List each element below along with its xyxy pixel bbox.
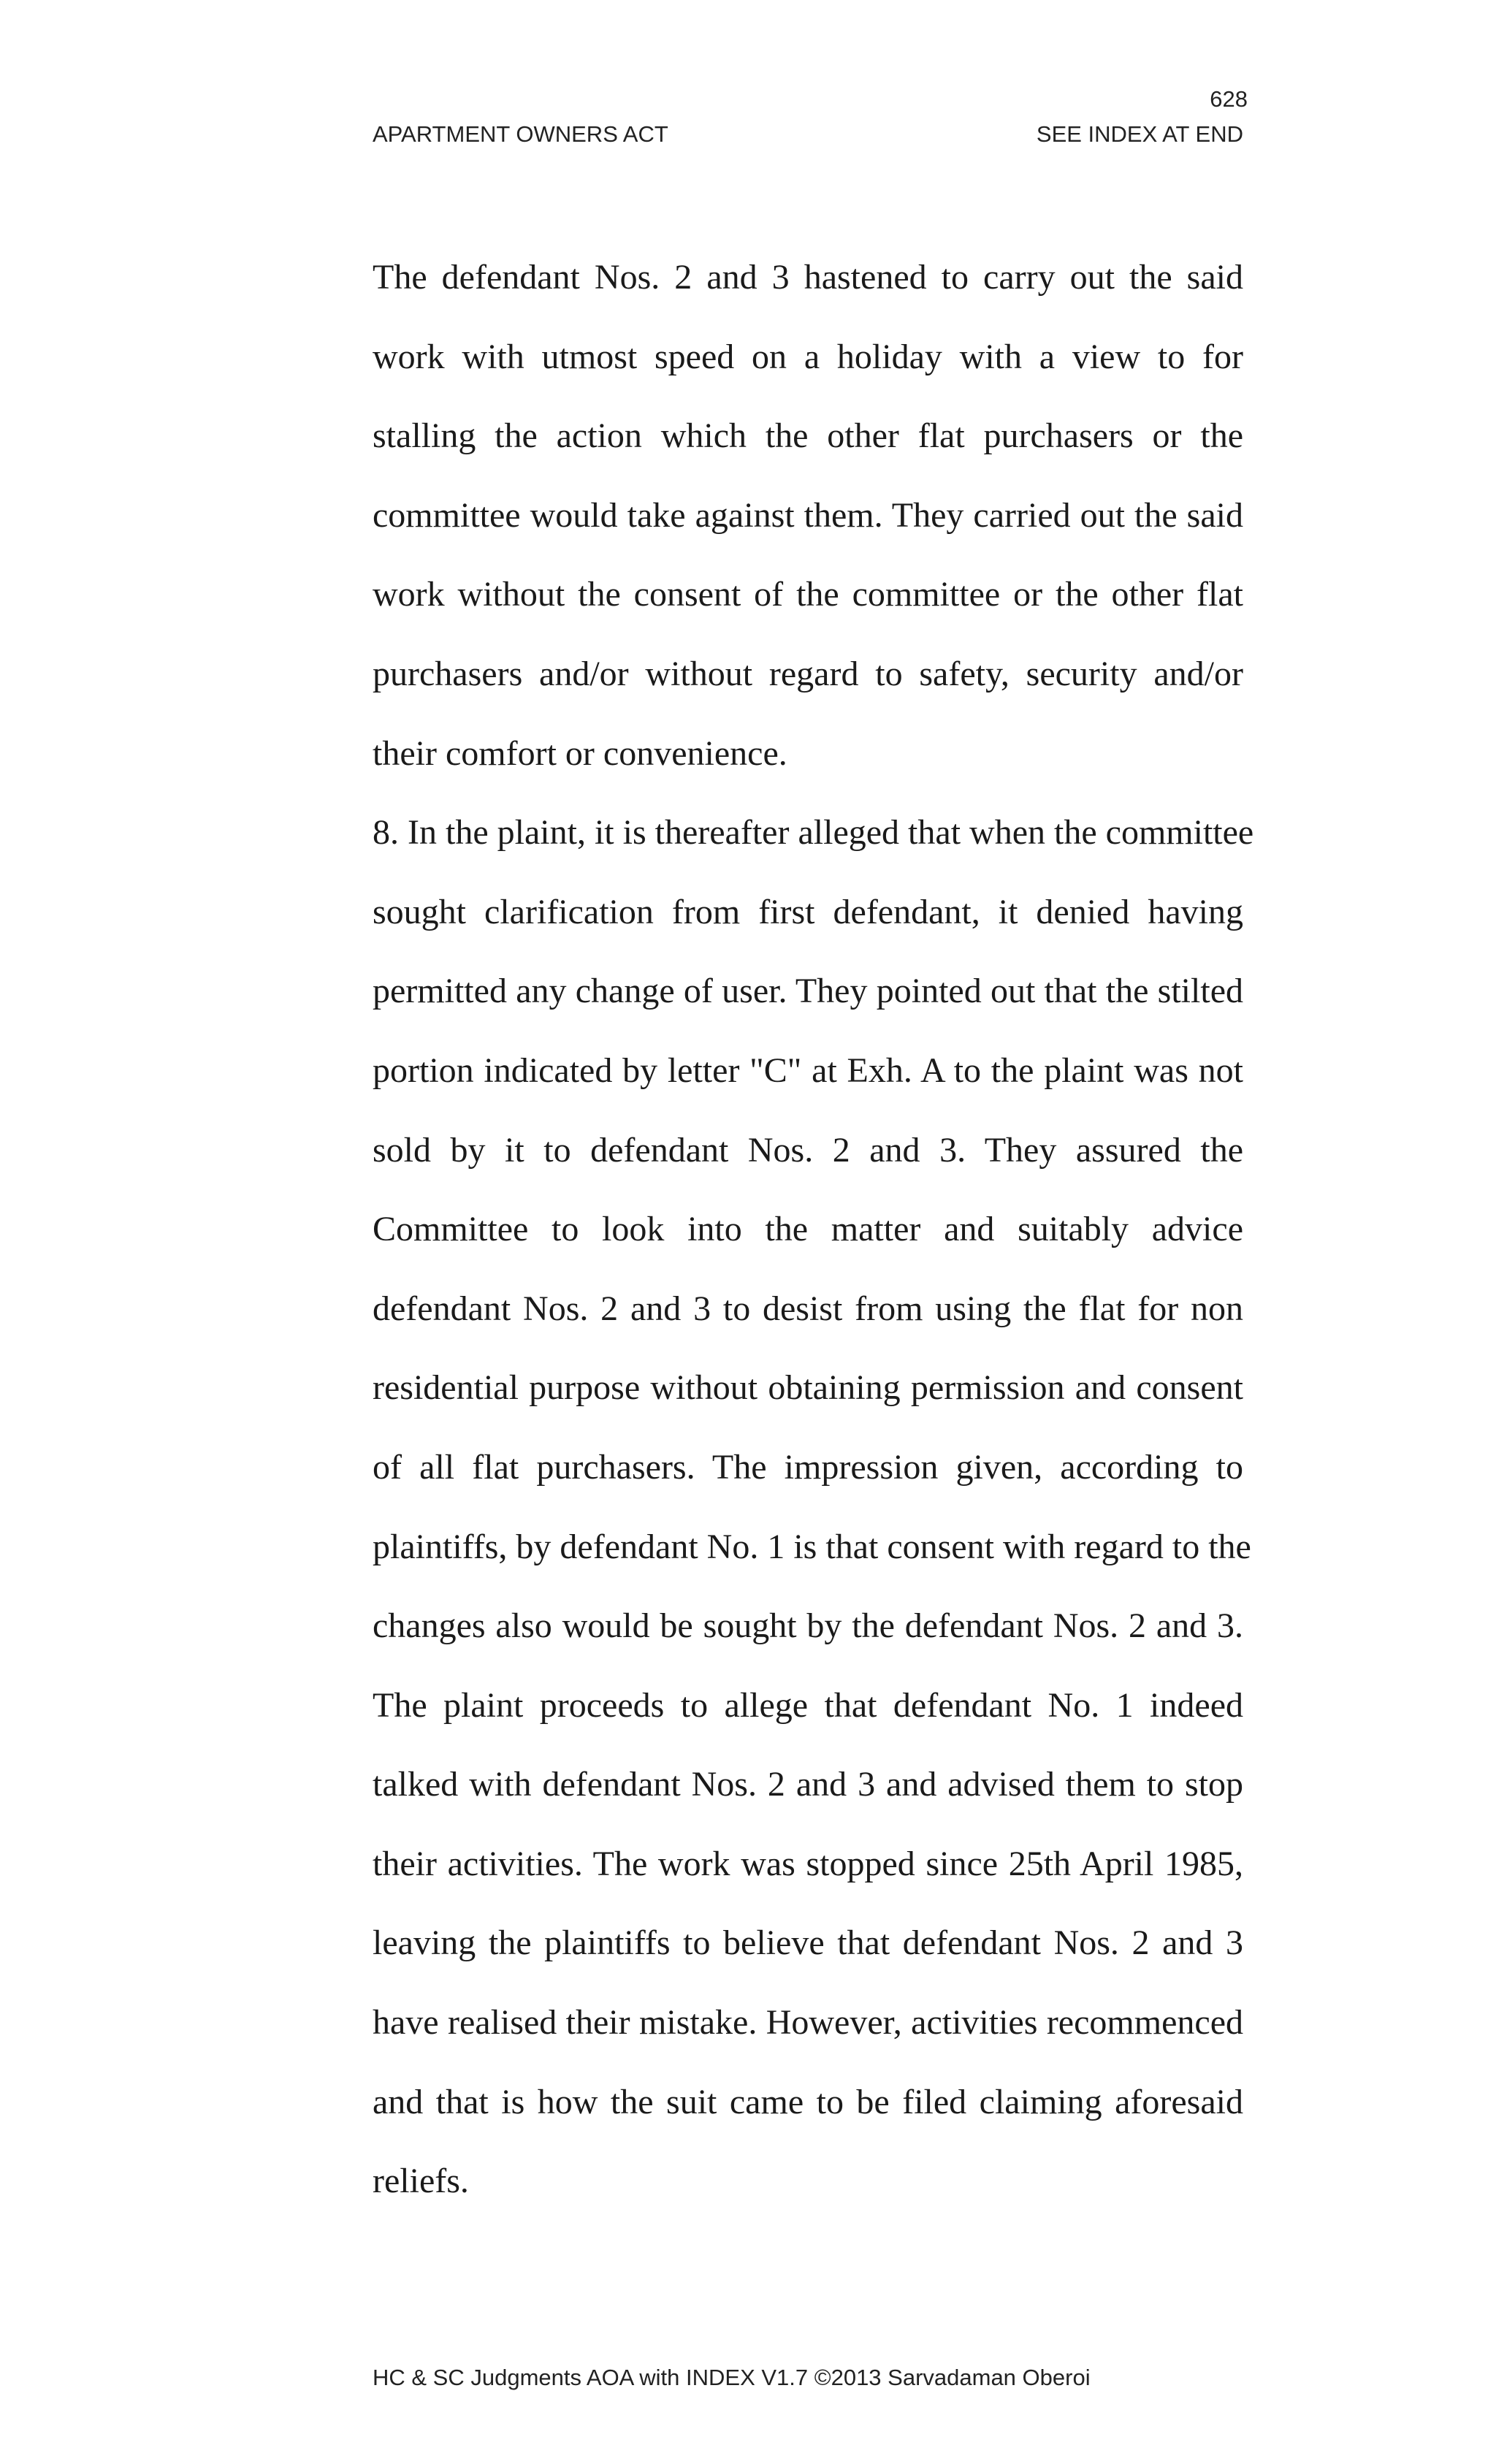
text-line: their activities. The work was stopped since 25th April 1985,	[373, 1844, 1243, 1883]
page-number: 628	[1210, 86, 1248, 112]
text-line: sought clarification from first defendant, it denied having	[373, 892, 1243, 931]
text-line: 8. In the plaint, it is thereafter alleged that when the committee	[373, 813, 1254, 853]
judgment-text	[373, 256, 1254, 2239]
text-line: changes also would be sought by the defendant Nos. 2 and 3.	[373, 1606, 1243, 1646]
text-line: talked with defendant Nos. 2 and 3 and advised them to stop	[373, 1765, 1243, 1804]
running-header	[373, 121, 1243, 148]
text-line: The plaint proceeds to allege that defendant No. 1 indeed	[373, 1685, 1243, 1725]
text-line: have realised their mistake. However, activities recommenced	[373, 2003, 1243, 2042]
header-index-note: SEE INDEX AT END	[1036, 121, 1243, 147]
page-footer: HC & SC Judgments AOA with INDEX V1.7 ©2013 Sarvadaman Oberoi	[373, 2365, 1091, 2390]
text-line: and that is how the suit came to be filed claiming aforesaid	[373, 2082, 1243, 2121]
text-line: work without the consent of the committee or the other flat	[373, 575, 1243, 614]
text-line: portion indicated by letter "C" at Exh. A to the plaint was not	[373, 1050, 1243, 1090]
text-line: reliefs.	[373, 2162, 469, 2201]
text-line: of all flat purchasers. The impression given, according to	[373, 1447, 1243, 1487]
header-title: APARTMENT OWNERS ACT	[373, 121, 668, 147]
text-line: residential purpose without obtaining permission and consent	[373, 1368, 1243, 1408]
text-line: defendant Nos. 2 and 3 to desist from using the flat for non	[373, 1289, 1243, 1328]
text-line: permitted any change of user. They pointed out that the stilted	[373, 972, 1243, 1011]
text-line: their comfort or convenience.	[373, 733, 787, 773]
text-line: leaving the plaintiffs to believe that defendant Nos. 2 and 3	[373, 1923, 1243, 1963]
text-line: work with utmost speed on a holiday with a view to for	[373, 337, 1243, 376]
text-line: plaintiffs, by defendant No. 1 is that consent with regard to the	[373, 1527, 1251, 1566]
text-line: Committee to look into the matter and suitably advice	[373, 1210, 1243, 1249]
text-line: purchasers and/or without regard to safety, security and/or	[373, 654, 1243, 693]
text-line: The defendant Nos. 2 and 3 hastened to carry out the said	[373, 258, 1243, 297]
text-line: stalling the action which the other flat purchasers or the	[373, 416, 1243, 456]
text-line: committee would take against them. They carried out the said	[373, 495, 1243, 535]
text-line: sold by it to defendant Nos. 2 and 3. They assured the	[373, 1130, 1243, 1170]
